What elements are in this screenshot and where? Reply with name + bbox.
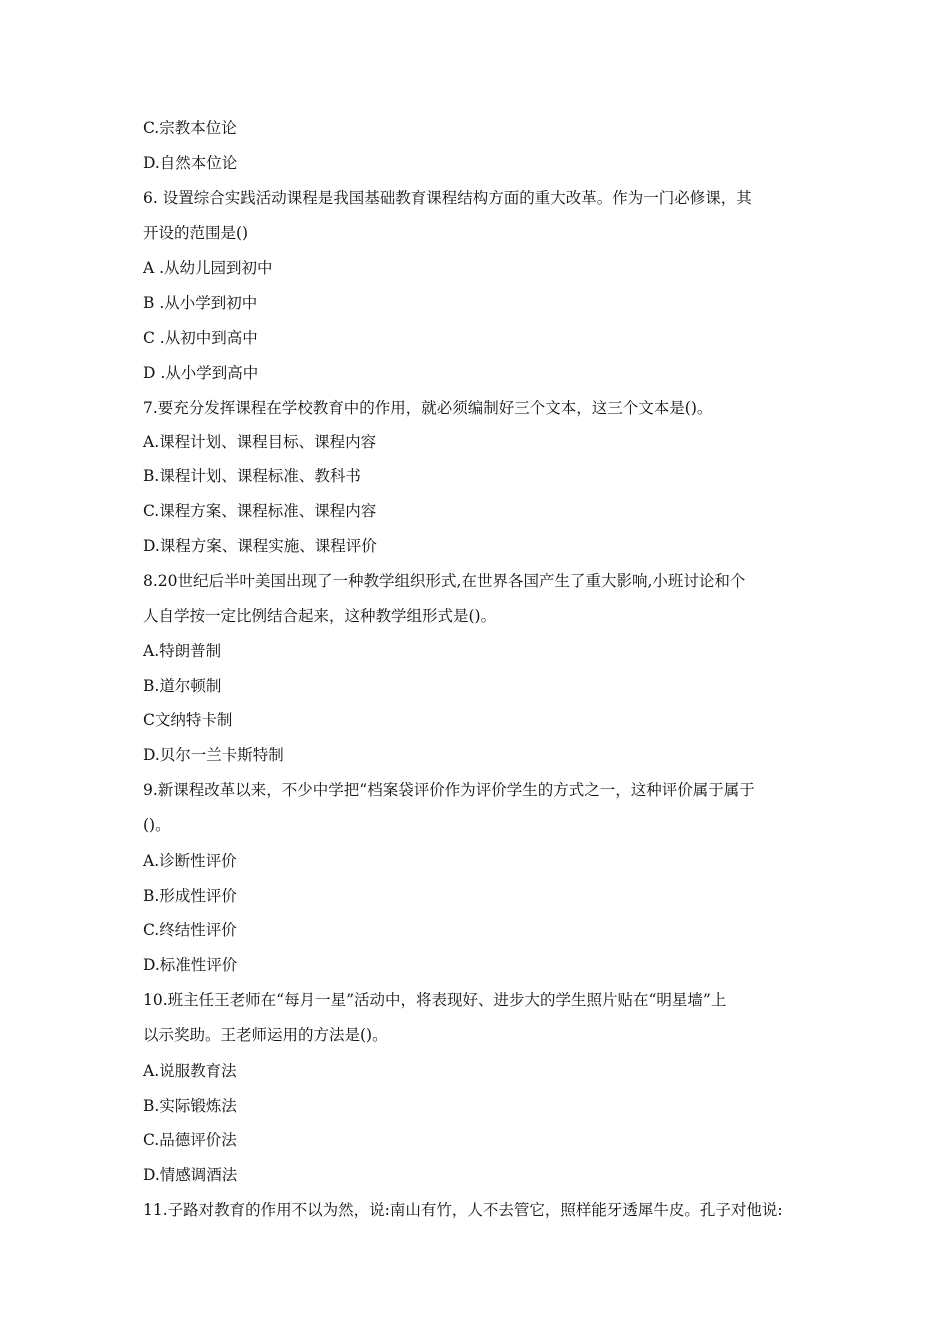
option-line: B.实际锻炼法 xyxy=(143,1097,237,1115)
option-line: D.自然本位论 xyxy=(143,154,238,172)
question-line: 6. 设置综合实践活动课程是我国基础教育课程结构方面的重大改革。作为一门必修课，其 xyxy=(143,189,752,207)
option-line: A.诊断性评价 xyxy=(143,852,237,870)
option-line: B .从小学到初中 xyxy=(143,294,258,312)
option-line: C.品德评价法 xyxy=(143,1131,237,1149)
question-line: 11.子路对教育的作用不以为然，说:南山有竹，人不去管它，照样能牙透犀牛皮。孔子对他说: xyxy=(143,1201,783,1219)
question-line: 开设的范围是() xyxy=(143,224,249,242)
question-line: 8.20世纪后半叶美国出现了一种教学组织形式,在世界各国产生了重大影响,小班讨论和个 xyxy=(143,572,746,590)
question-line: ()。 xyxy=(143,816,171,834)
question-line: 以示奖助。王老师运用的方法是()。 xyxy=(143,1026,388,1044)
option-line: B.形成性评价 xyxy=(143,887,237,905)
question-line: 10.班主任王老师在“每月一星”活动中，将表现好、进步大的学生照片贴在“明星墙”上 xyxy=(143,991,727,1009)
option-line: C.宗教本位论 xyxy=(143,119,237,137)
option-line: A .从幼儿园到初中 xyxy=(143,259,273,277)
question-line: 7.要充分发挥课程在学校教育中的作用，就必须编制好三个文本，这三个文本是()。 xyxy=(143,399,713,417)
option-line: D .从小学到高中 xyxy=(143,364,259,382)
option-line: B.课程计划、课程标准、教科书 xyxy=(143,467,361,485)
option-line: A.特朗普制 xyxy=(143,642,222,660)
question-line: 人自学按一定比例结合起来，这种教学组形式是()。 xyxy=(143,607,497,625)
option-line: D.标准性评价 xyxy=(143,956,238,974)
option-line: A.课程计划、课程目标、课程内容 xyxy=(143,433,377,451)
option-line: C.终结性评价 xyxy=(143,921,237,939)
option-line: C文纳特卡制 xyxy=(143,711,233,729)
option-line: D.情感调酒法 xyxy=(143,1166,238,1184)
option-line: D.课程方案、课程实施、课程评价 xyxy=(143,537,377,555)
option-line: B.道尔顿制 xyxy=(143,677,222,695)
option-line: C .从初中到高中 xyxy=(143,329,258,347)
option-line: A.说服教育法 xyxy=(143,1062,237,1080)
option-line: D.贝尔一兰卡斯特制 xyxy=(143,746,284,764)
question-line: 9.新课程改革以来，不少中学把“档案袋评价作为评价学生的方式之一，这种评价属于属于 xyxy=(143,781,755,799)
option-line: C.课程方案、课程标准、课程内容 xyxy=(143,502,377,520)
